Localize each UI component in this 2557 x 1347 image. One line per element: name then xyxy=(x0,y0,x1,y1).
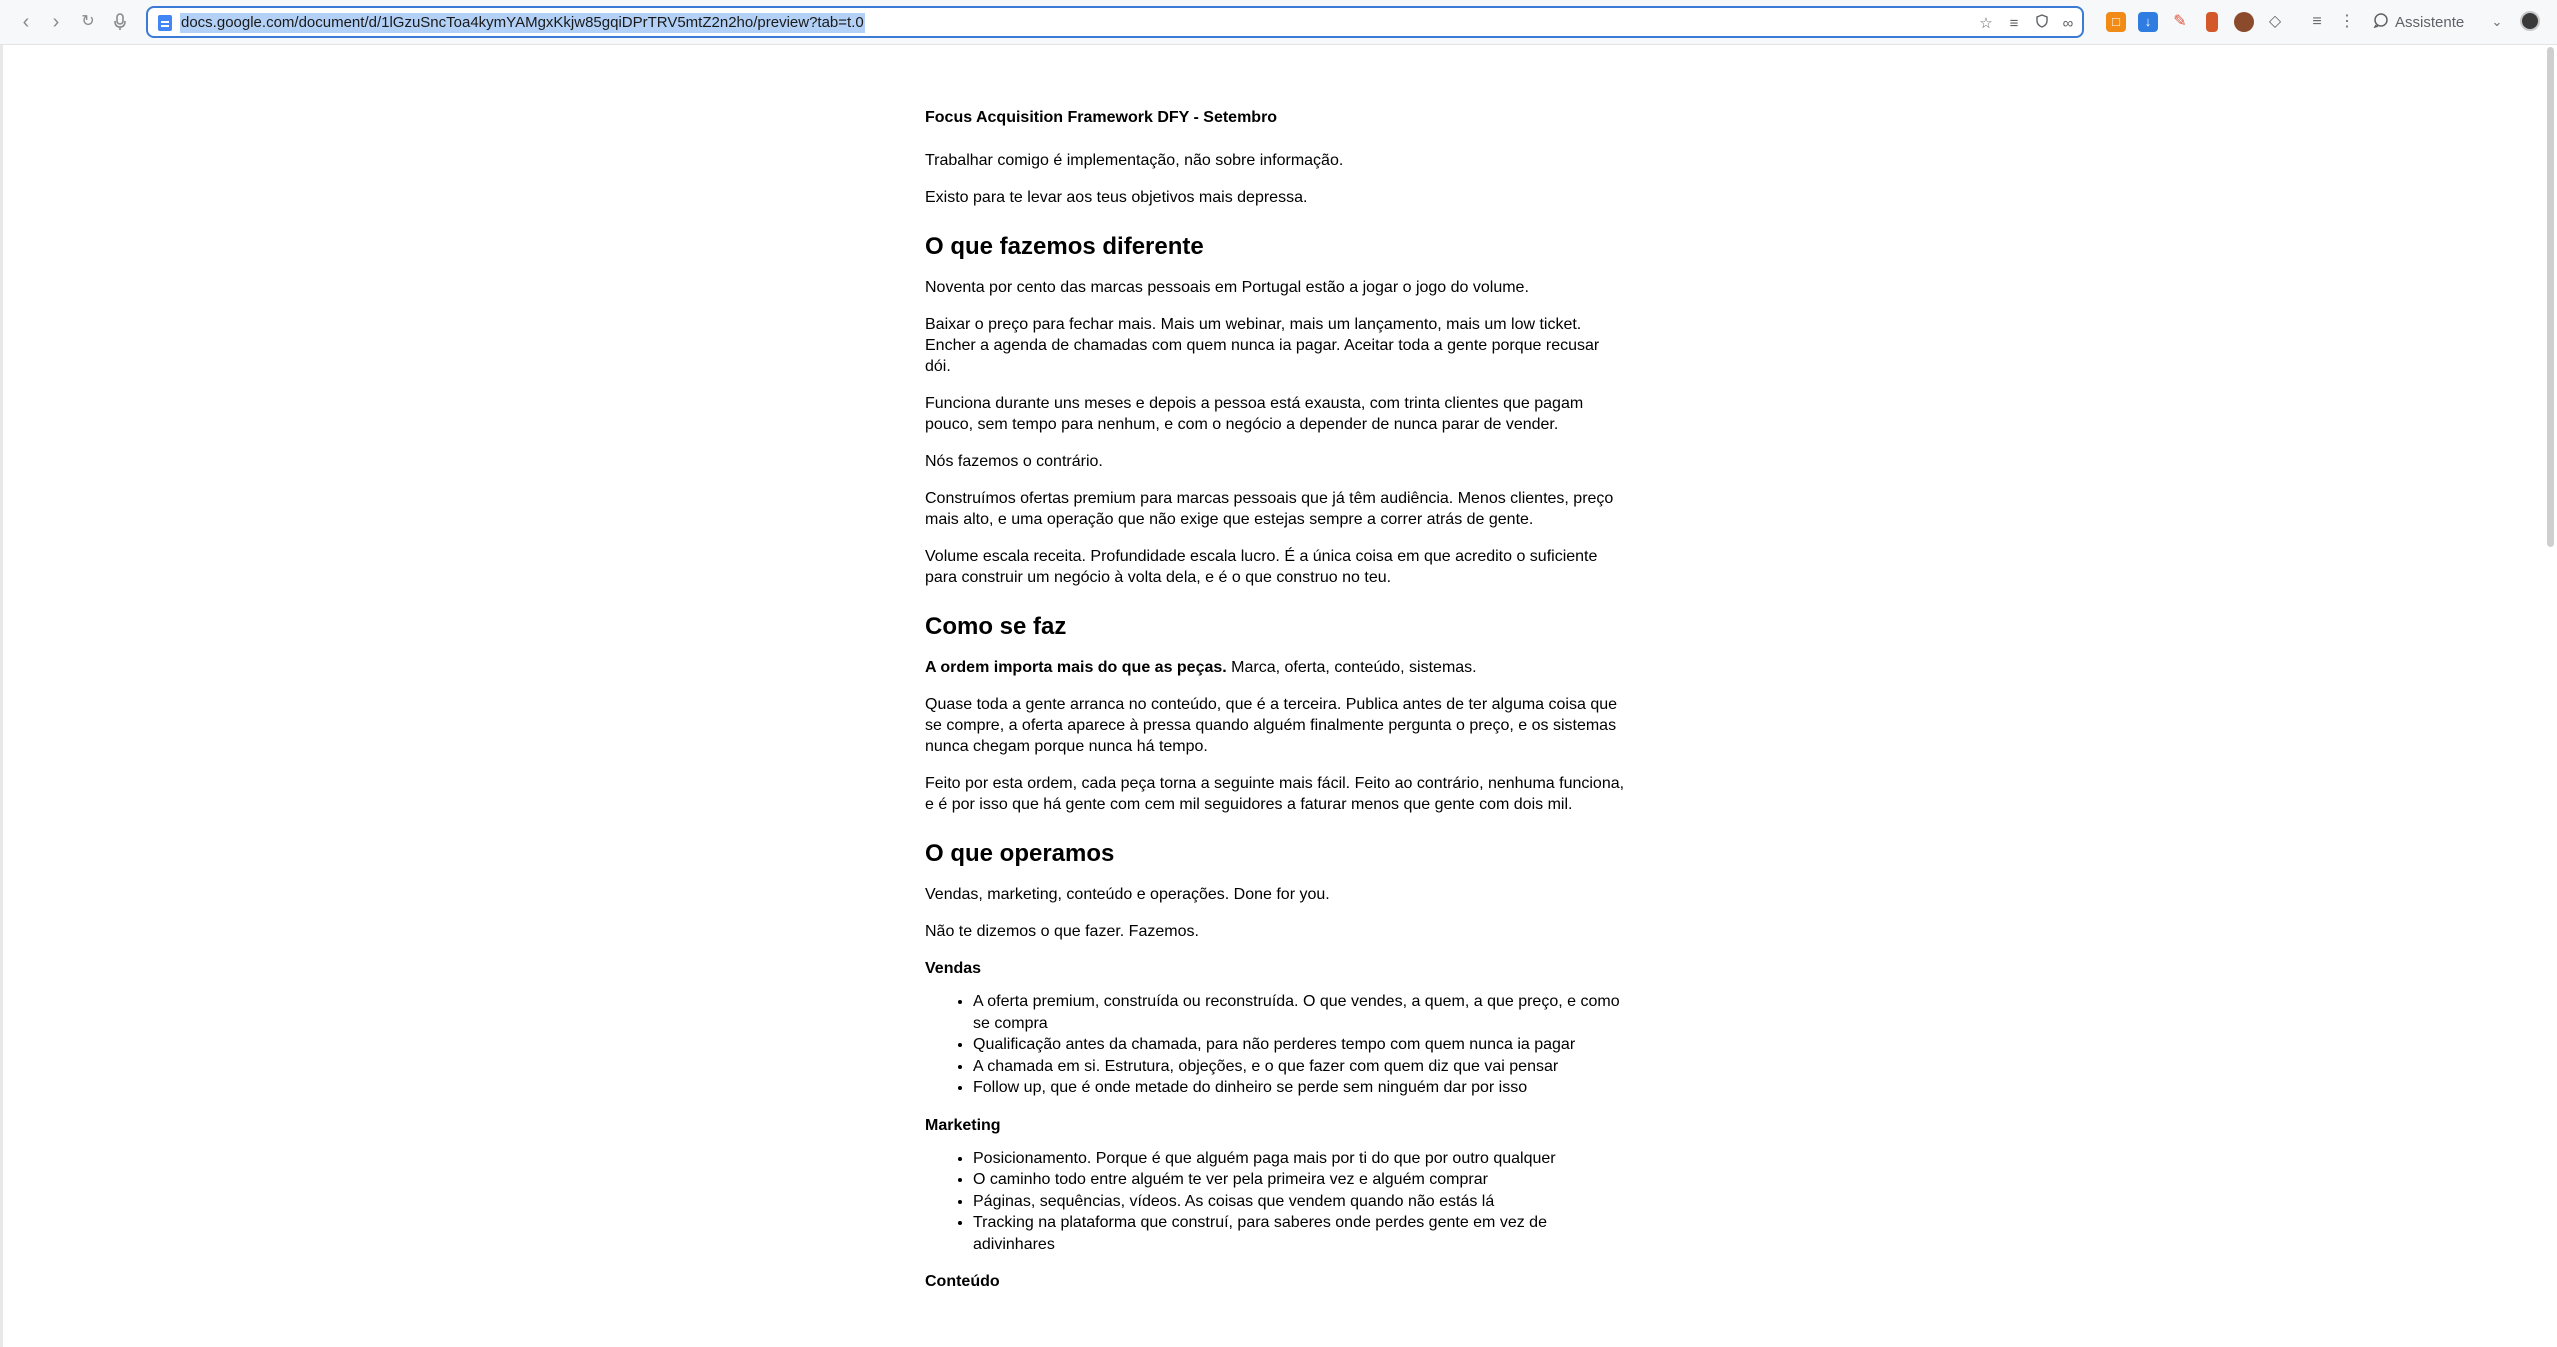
lead-paragraph xyxy=(925,657,1625,678)
lead-text: Marca, oferta, conteúdo, sistemas. xyxy=(1226,659,1477,676)
microphone-icon[interactable] xyxy=(108,10,132,34)
forward-arrow-icon[interactable]: › xyxy=(52,11,60,33)
address-bar-url[interactable]: docs.google.com/document/d/1lGzuSncToa4kymYAMgxKkjw85gqiDPrTRV5mtZ2n2ho/preview?tab=t.0 xyxy=(181,14,864,31)
audio-wave-icon[interactable]: ⋮ xyxy=(2339,13,2355,30)
shield-icon[interactable] xyxy=(2032,14,2052,34)
download-extension-icon[interactable]: ↓ xyxy=(2138,12,2158,32)
paragraph: Baixar o preço para fechar mais. Mais um webinar, mais um lançamento, mais um low ticket. Encher a agenda de chamadas com quem nunca ia pagar. Aceitar toda a gente porque recusar dói. xyxy=(925,316,1600,375)
assistant-button[interactable] xyxy=(2373,10,2464,34)
chat-bubble-icon xyxy=(2373,12,2389,32)
paragraph: Construímos ofertas premium para marcas pessoais que já têm audiência. Menos clientes, preço mais alto, e uma operação que não exige que estejas sempre a correr atrás de gente. xyxy=(925,490,1614,528)
list-item: • Follow up, que é onde metade do dinheiro se perde sem ninguém dar por isso xyxy=(973,1077,1625,1099)
paragraph: Funciona durante uns meses e depois a pessoa está exausta, com trinta clientes que pagam pouco, sem tempo para nenhum, e com o negócio a depender de nunca parar de vender. xyxy=(925,395,1584,433)
list-item: • A chamada em si. Estrutura, objeções, e o que fazer com quem diz que vai pensar xyxy=(973,1056,1625,1078)
reload-icon[interactable]: ↻ xyxy=(81,13,95,30)
paragraph: Noventa por cento das marcas pessoais em Portugal estão a jogar o jogo do volume. xyxy=(925,279,1529,296)
intro-paragraph: Existo para te levar aos teus objetivos mais depressa. xyxy=(925,189,1308,206)
assistant-label: Assistente xyxy=(2395,13,2465,31)
subheading-vendas: Vendas xyxy=(925,960,982,977)
paragraph: Volume escala receita. Profundidade escala lucro. É a única coisa em que acredito o suficiente para construir um negócio à volta dela, e é o que construo no teu. xyxy=(925,548,1598,586)
list-item: • Tracking na plataforma que construí, para saberes onde perdes gente em vez de adivinhares xyxy=(973,1212,1625,1255)
paragraph: Não te dizemos o que fazer. Fazemos. xyxy=(925,923,1199,940)
address-bar[interactable] xyxy=(146,6,2084,38)
extension-red-icon[interactable] xyxy=(2206,12,2218,32)
sliders-icon[interactable]: ≡ xyxy=(2009,15,2019,32)
link-icon[interactable]: ∞ xyxy=(2062,15,2074,32)
google-docs-favicon-icon xyxy=(158,15,172,31)
intro-paragraph: Trabalhar comigo é implementação, não sobre informação. xyxy=(925,152,1344,169)
list-item: • Qualificação antes da chamada, para não perderes tempo com quem nunca ia pagar xyxy=(973,1034,1625,1056)
profile-avatar[interactable] xyxy=(2520,11,2540,31)
subheading-marketing: Marketing xyxy=(925,1116,1001,1134)
bullet-list-vendas xyxy=(925,991,1625,1099)
list-item: • A oferta premium, construída ou reconstruída. O que vendes, a quem, a que preço, e como se compra xyxy=(973,991,1625,1034)
back-arrow-icon[interactable]: ‹ xyxy=(22,11,30,33)
subheading-conteudo: Conteúdo xyxy=(925,1273,1000,1290)
extension-orange-icon[interactable]: □ xyxy=(2106,12,2126,32)
list-item: • O caminho todo entre alguém te ver pela primeira vez e alguém comprar xyxy=(973,1169,1625,1191)
paragraph: Feito por esta ordem, cada peça torna a seguinte mais fácil. Feito ao contrário, nenhuma funciona, e é por isso que há gente com cem mil seguidores a faturar menos que gente com dois mil. xyxy=(925,775,1625,813)
list-item: • Posicionamento. Porque é que alguém paga mais por ti do que por outro qualquer xyxy=(973,1148,1625,1170)
section-heading: O que operamos xyxy=(925,840,1115,867)
scrollbar[interactable] xyxy=(2543,45,2557,1347)
list-item: • Páginas, sequências, vídeos. As coisas que vendem quando não estás lá xyxy=(973,1191,1625,1213)
star-icon[interactable]: ☆ xyxy=(1979,15,1993,32)
section-heading: Como se faz xyxy=(925,613,1067,640)
paragraph: Quase toda a gente arranca no conteúdo, que é a terceira. Publica antes de ter alguma coisa que se compre, a oferta aparece à pressa quando alguém finalmente pergunta o preço, e os sistemas nunca chegam porque nunca há tempo. xyxy=(925,696,1618,755)
paragraph: Vendas, marketing, conteúdo e operações. Done for you. xyxy=(925,886,1330,903)
paragraph: Nós fazemos o contrário. xyxy=(925,453,1103,470)
brush-extension-icon[interactable]: ✎ xyxy=(2173,13,2187,30)
puzzle-extensions-icon[interactable]: ◇ xyxy=(2268,13,2282,30)
bullet-list-marketing xyxy=(925,1148,1625,1256)
lead-bold-text: A ordem importa mais do que as peças. xyxy=(925,659,1227,676)
scrollbar-thumb[interactable] xyxy=(2547,47,2554,547)
document-body xyxy=(925,107,1625,1308)
cookie-extension-icon[interactable] xyxy=(2234,12,2254,32)
browser-toolbar xyxy=(0,0,2557,45)
reading-list-icon[interactable]: ≡ xyxy=(2312,13,2322,30)
section-heading: O que fazemos diferente xyxy=(925,233,1204,260)
document-title: Focus Acquisition Framework DFY - Setembro xyxy=(925,109,1278,126)
chevron-down-icon[interactable]: ⌄ xyxy=(2491,14,2503,29)
